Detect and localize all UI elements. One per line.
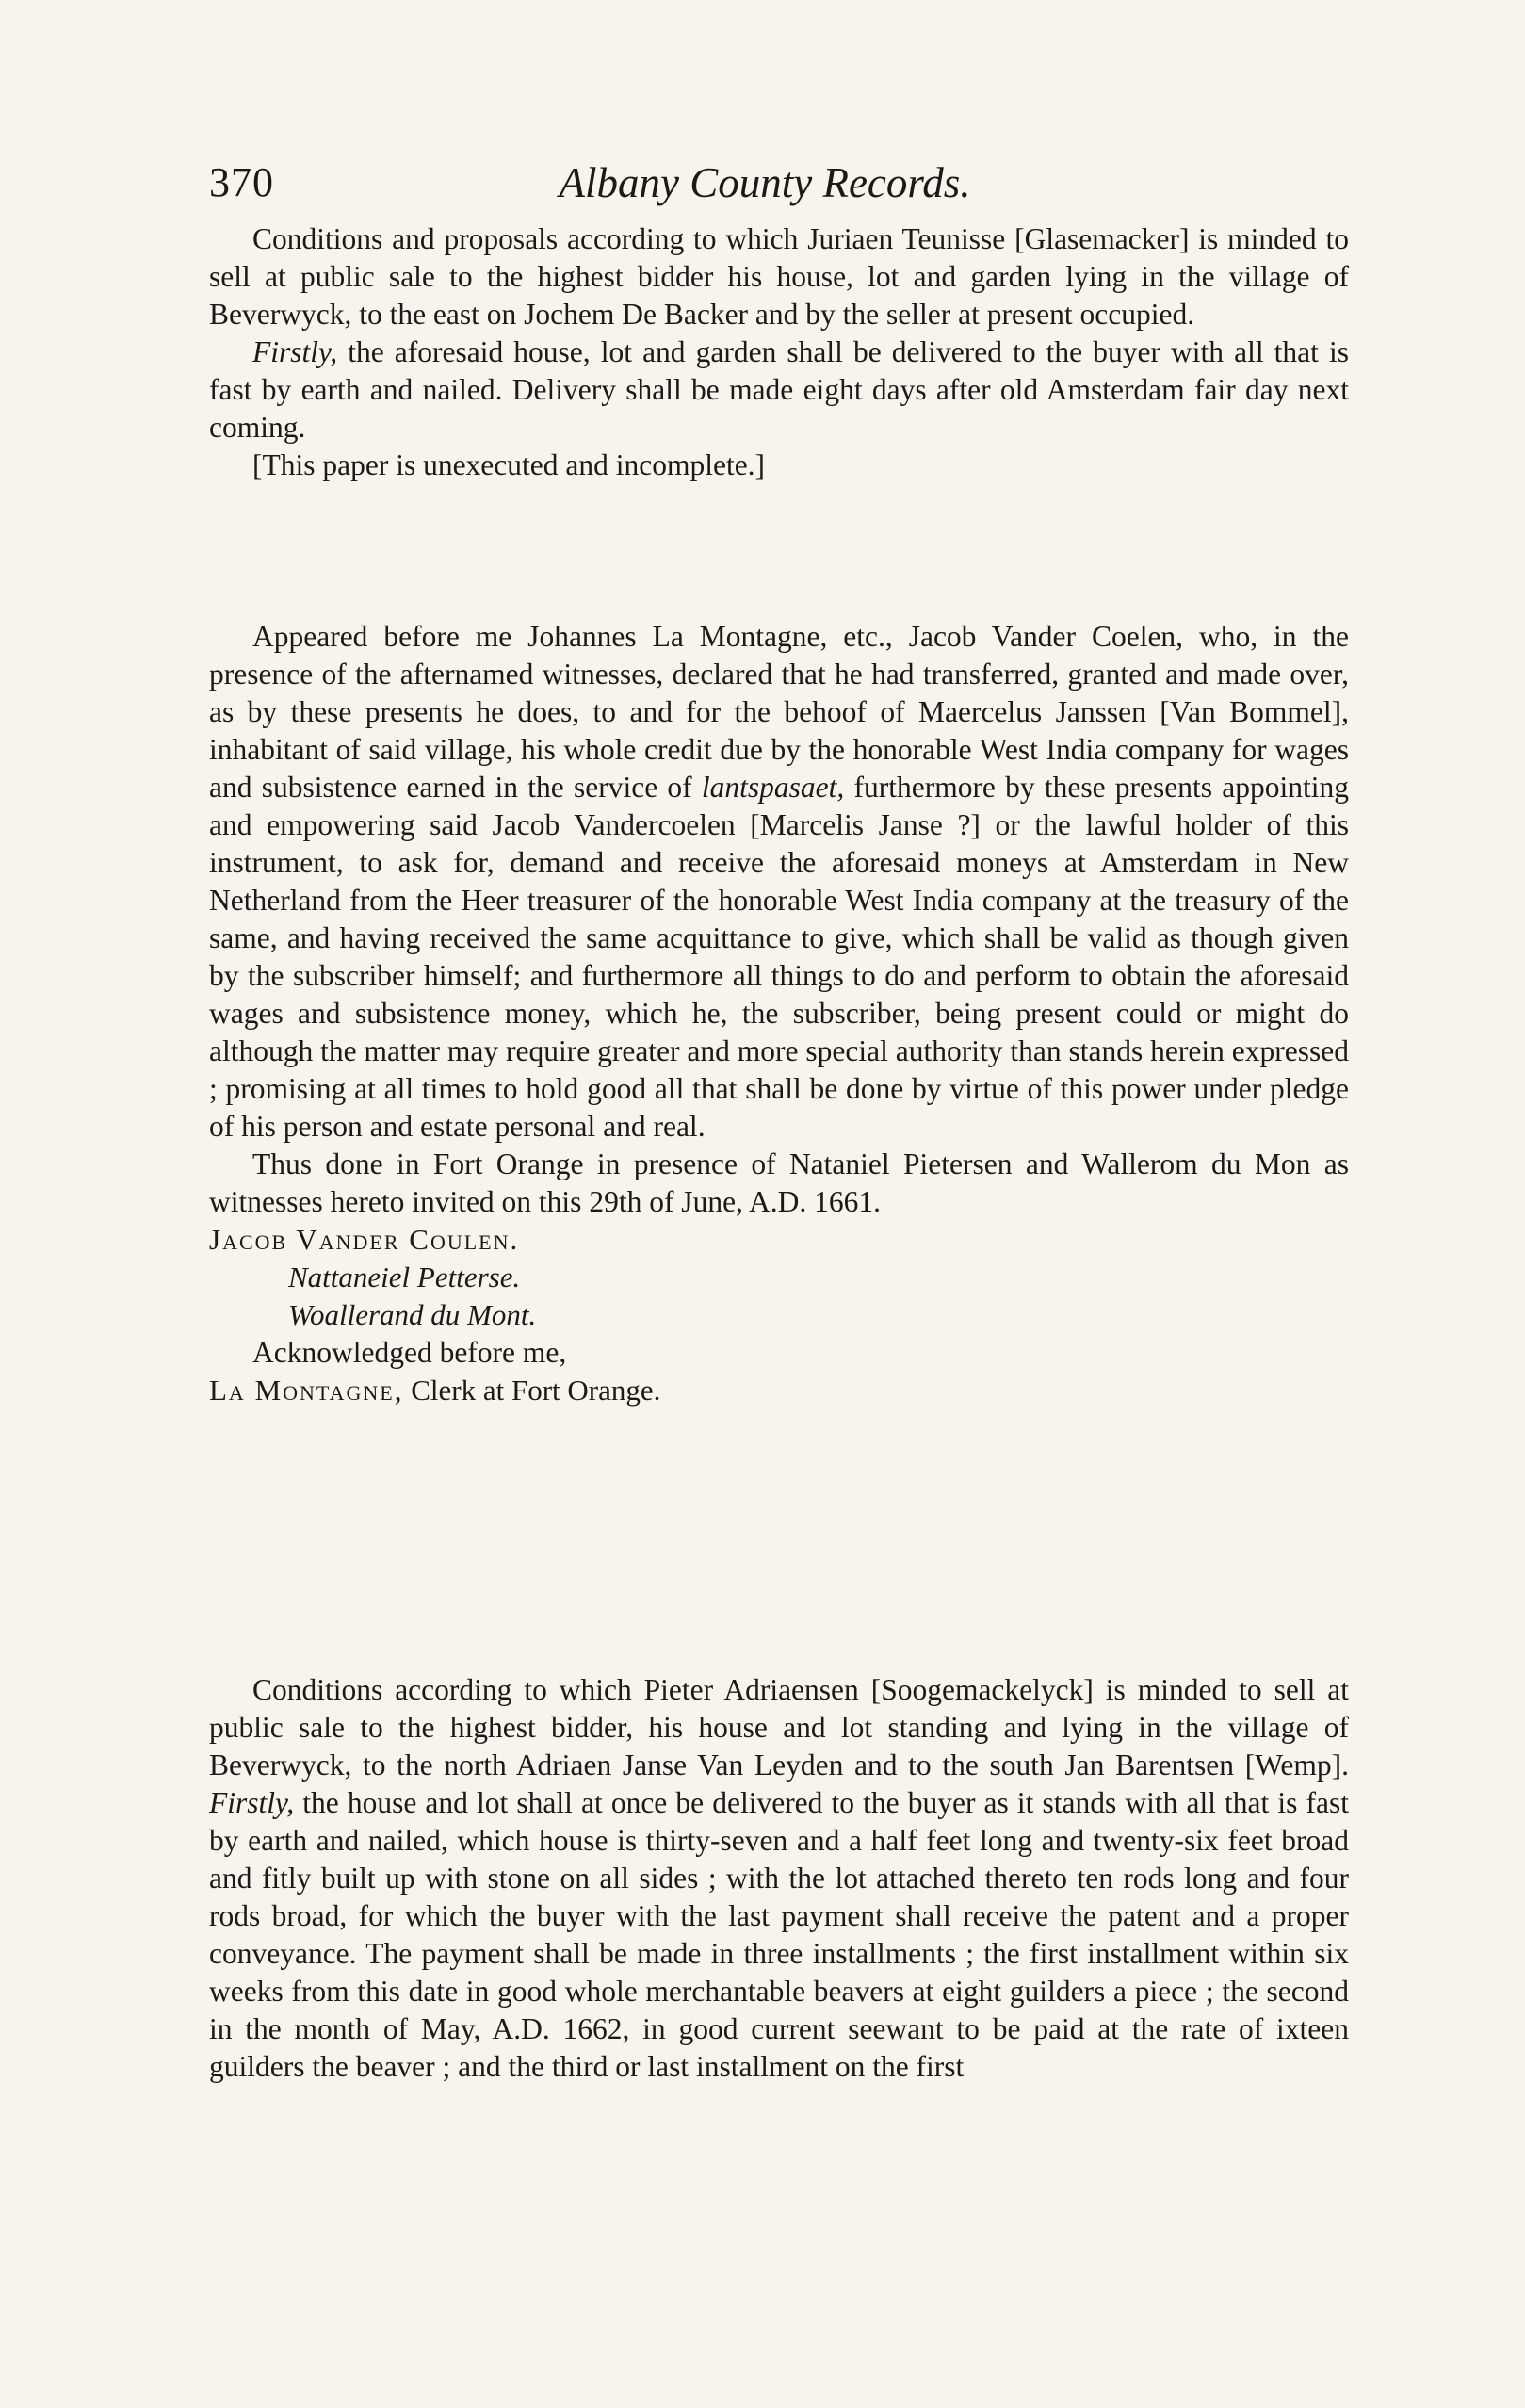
clerk-name: La Montagne, (209, 1374, 404, 1407)
page-header (209, 158, 1321, 215)
paragraph: Conditions and proposals according to which Juriaen Teunisse [Glasemacker] is minded to sell at public sale to the highest bidder his house, lot and garden lying in the village of Beverwyck, to the east on Jochem De Backer and by the seller at present occupied. (209, 222, 1349, 331)
power-of-attorney-vander-coelen (209, 618, 1349, 1409)
paragraph-text: the house and lot shall at once be delivered to the buyer as it stands with all that is fast by earth and nailed, which house is thirty-seven and a half feet long and twenty-six feet broad and fitly built up with stone on all sides ; with the lot attached thereto ten rods long and four rods broad, for which the buyer with the last payment shall receive the patent and a proper conveyance. The payment shall be made in three installments ; the first installment within six weeks from this date in good whole merchantable beavers at eight guilders a piece ; the second in the month of May, A.D. 1662, in good current seewant to be paid at the rate of ixteen guilders the beaver ; and the third or last installment on the first (209, 1786, 1349, 2083)
sale-conditions-adriaensen (209, 1671, 1349, 2086)
paragraph: Thus done in Fort Orange in presence of Nataniel Pietersen and Wallerom du Mon as witnesses hereto invited on this 29th of June, A.D. 1661. (209, 1147, 1349, 1218)
witness-signature: Woallerand du Mont. (288, 1298, 537, 1331)
clerk-title: Clerk at Fort Orange. (403, 1374, 661, 1407)
editorial-note: [This paper is unexecuted and incomplete.] (252, 448, 766, 481)
paragraph (209, 618, 1349, 1146)
paragraph-text: Conditions according to which Pieter Adriaensen [Soogemackelyck] is minded to sell at public sale to the highest bidder, his house and lot standing and lying in the village of Beverwyck, to the north Adriaen Janse Van Leyden and to the south Jan Barentsen [Wemp]. (209, 1673, 1349, 1782)
running-title: Albany County Records. (559, 159, 971, 206)
paragraph (209, 1671, 1349, 2086)
witness-signature: Nattaneiel Petterse. (288, 1261, 521, 1293)
paragraph-text: Appeared before me Johannes La Montagne, etc., Jacob Vander Coelen, who, in the presence of the afternamed witnesses, declared that he had transferred, granted and made over, as by these presents he does, to and for the behoof of Maercelus Janssen [Van Bommel], inhabitant of said village, his whole credit due by the honorable West India company for wages and subsistence earned in the service of (209, 620, 1349, 804)
paragraph (209, 334, 1349, 447)
paragraph-text: the aforesaid house, lot and garden shall be delivered to the buyer with all that is fast by earth and nailed. Delivery shall be made eight days after old Amsterdam fair day next coming. (209, 335, 1349, 444)
sale-conditions-teunisse (209, 220, 1349, 484)
emphasis: lantspasaet, (701, 771, 845, 804)
page-number: 370 (209, 159, 274, 205)
emphasis: Firstly, (209, 1786, 295, 1819)
acknowledgement: Acknowledged before me, (252, 1336, 567, 1369)
clerk-signature (209, 1372, 1349, 1409)
emphasis: Firstly, (252, 335, 338, 368)
signature: Jacob Vander Coulen. (209, 1223, 520, 1256)
paragraph-text: furthermore by these presents appointing and empowering said Jacob Vandercoelen [Marcelis Janse ?] or the lawful holder of this instrument, to ask for, demand and receive the aforesaid moneys at Amsterdam in New Netherland from the Heer treasurer of the honorable West India company at the treasury of the same, and having received the same acquittance to give, which shall be valid as though given by the subscriber himself; and furthermore all things to do and perform to obtain the aforesaid wages and subsistence money, which he, the subscriber, being present could or might do although the matter may require greater and more special authority than stands herein expressed ; promising at all times to hold good all that shall be done by virtue of this power under pledge of his person and estate personal and real. (209, 771, 1349, 1143)
